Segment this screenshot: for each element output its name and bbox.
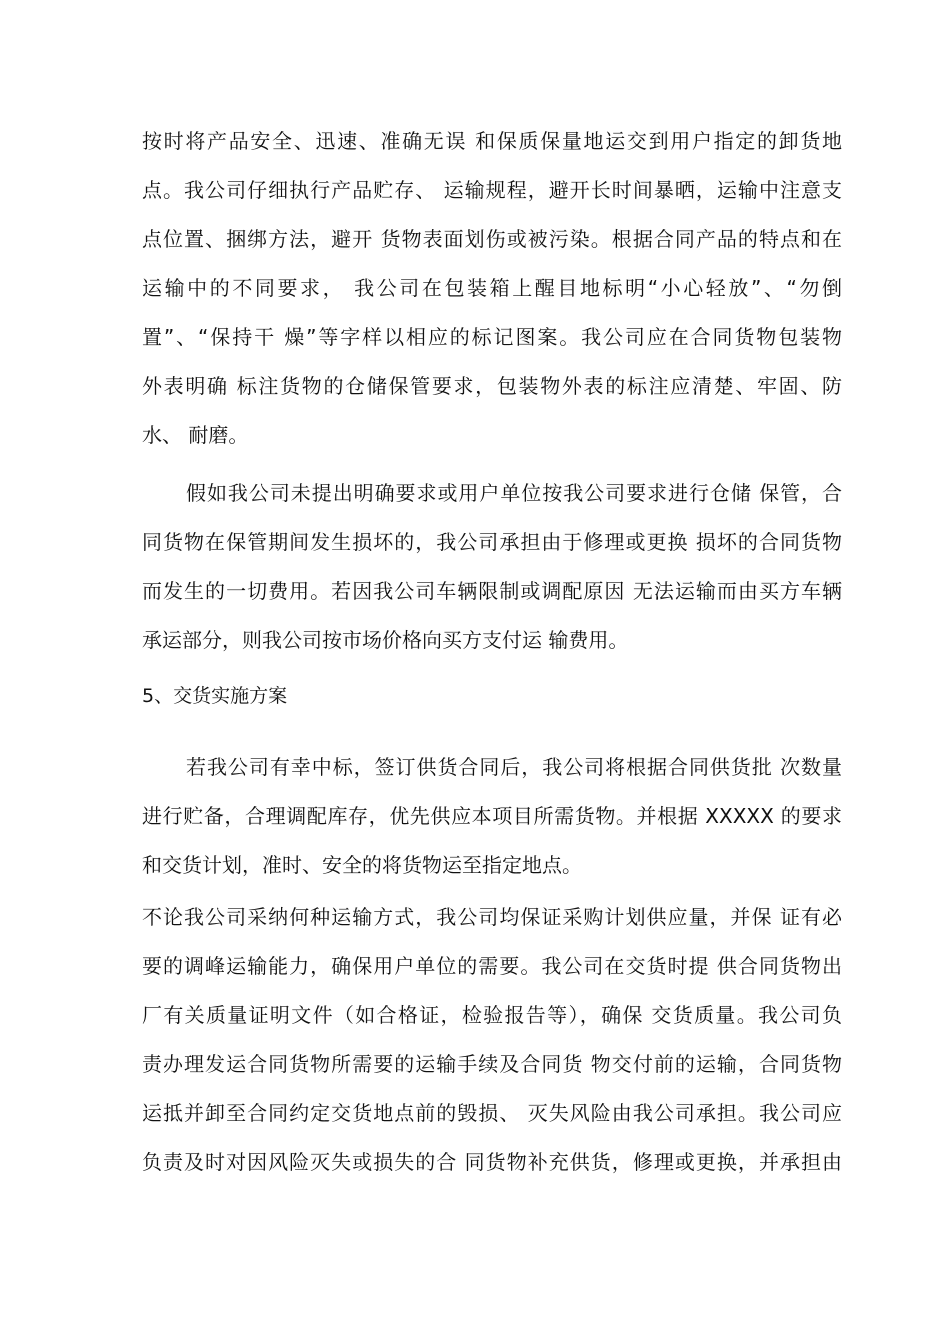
text-line: 外表明确 标注货物的仓储保管要求，包装物外表的标注应清楚、牢固、防 [142, 374, 842, 398]
text-line: 点位置、捆绑方法，避开 货物表面划伤或被污染。根据合同产品的特点和在 [142, 227, 842, 251]
text-line: 要的调峰运输能力，确保用户单位的需要。我公司在交货时提 供合同货物出 [142, 954, 842, 978]
text-line: 按时将产品安全、迅速、准确无误 和保质保量地运交到用户指定的卸货地 [142, 129, 842, 153]
text-line: 点。我公司仔细执行产品贮存、 运输规程，避开长时间暴晒，运输中注意支 [142, 178, 842, 202]
text-line: 水、 耐磨。 [142, 423, 249, 447]
section-heading: 5、交货实施方案 [142, 685, 288, 707]
text-line: 置”、“保持干 燥”等字样以相应的标记图案。我公司应在合同货物包装物 [142, 325, 842, 349]
text-line: 和交货计划，准时、安全的将货物运至指定地点。 [142, 853, 582, 877]
text-line: 责办理发运合同货物所需要的运输手续及合同货 物交付前的运输，合同货物 [142, 1052, 842, 1076]
text-line: 运输中的不同要求， 我公司在包装箱上醒目地标明“小心轻放”、“勿倒 [142, 276, 842, 300]
text-line: 运抵并卸至合同约定交货地点前的毁损、 灭失风险由我公司承担。我公司应 [142, 1101, 842, 1125]
text-line: 厂有关质量证明文件（如合格证，检验报告等），确保 交货质量。我公司负 [142, 1003, 842, 1027]
text-line: 不论我公司采纳何种运输方式，我公司均保证采购计划供应量，并保 证有必 [142, 905, 842, 929]
text-line: 同货物在保管期间发生损坏的，我公司承担由于修理或更换 损坏的合同货物 [142, 530, 842, 554]
text-line: 假如我公司未提出明确要求或用户单位按我公司要求进行仓储 保管，合 [186, 481, 842, 505]
text-line: 而发生的一切费用。若因我公司车辆限制或调配原因 无法运输而由买方车辆 [142, 579, 842, 603]
text-line: 进行贮备，合理调配库存，优先供应本项目所需货物。并根据 XXXXX 的要求 [142, 804, 842, 828]
text-line: 承运部分，则我公司按市场价格向买方支付运 输费用。 [142, 628, 629, 652]
text-line: 若我公司有幸中标，签订供货合同后，我公司将根据合同供货批 次数量 [186, 755, 842, 779]
text-line: 负责及时对因风险灭失或损失的合 同货物补充供货，修理或更换，并承担由 [142, 1150, 842, 1174]
